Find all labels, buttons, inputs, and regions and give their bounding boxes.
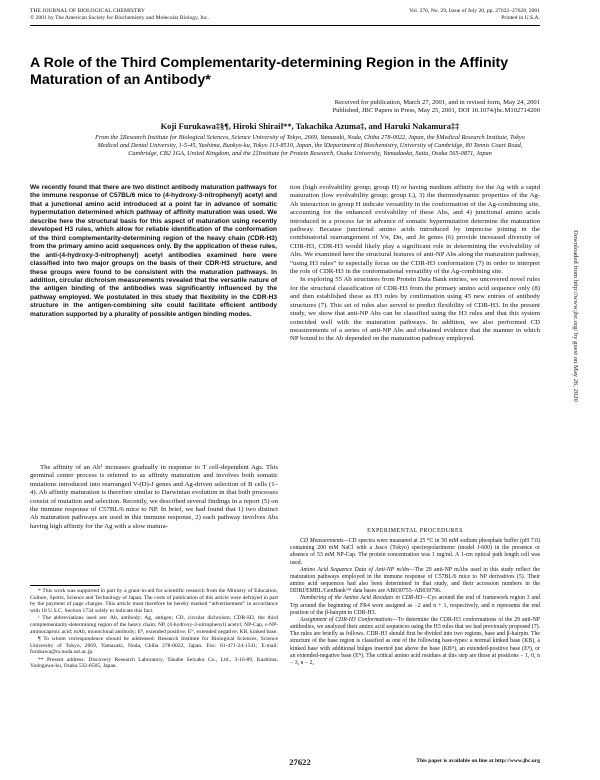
journal-name: THE JOURNAL OF BIOLOGICAL CHEMISTRY xyxy=(30,8,145,14)
header-right xyxy=(409,8,540,22)
footnotes xyxy=(30,588,278,670)
methods-text: To determine the CDR-H3 conformations of the 29 anti-NP antibodies, we analyzed their amino acid sequences using the H3 rules that we had previously proposed (7). The rules are briefly as follows. CDR-H3 should first be divided into two regions, base and β-hairpin. The structure of the base region is classified as one of the following base-types: a normal kinked base (KB), a kinked base with additional bulges inserted just above the base (KBᴬ), an extended-positive base (Eᴮ), or an extended-negative base (Eᴺ). The critical amino acid residues at this step are those at positions − 1, 0, n − 3, n − 2, xyxy=(290,616,541,666)
online-availability-note: This paper is available on line at http://www.jbc.org xyxy=(416,758,540,764)
download-watermark xyxy=(568,230,582,650)
methods-section xyxy=(290,523,540,667)
methods-paragraph xyxy=(290,595,540,616)
download-note[interactable]: Downloaded from http://www.jbc.org/ by guest on May 26, 2020 xyxy=(572,230,579,402)
received-line: Received for publication, March 27, 2001, and in revised form, May 24, 2001 xyxy=(334,99,540,106)
methods-text: Cys around the end of framework region 3 and Trp around the beginning of FR4 were assigned as −2 and n + 1, respectively, and n represents the end position of the β-hairpin in CDR-H3. xyxy=(290,595,541,616)
methods-paragraph xyxy=(290,538,540,567)
header-left xyxy=(30,8,209,22)
methods-paragraph xyxy=(290,617,540,667)
volume-line: Vol. 276, No. 29, Issue of July 20, pp. 27622–27628, 2001 xyxy=(409,8,540,14)
header-rule xyxy=(30,25,540,26)
page-number: 27622 xyxy=(289,757,311,767)
methods-subheading: Assignment of CDR-H3 Conformations— xyxy=(300,616,398,623)
intro-paragraph: The affinity of an Ab¹ increases gradually in response to T cell-dependent Ags. This germinal center process is referred to as affinity maturation and involves both somatic mutations introduced into rearranged V-(D)-J genes and Ag-driven selection of B cells (1–4). Ab affinity maturation is therefore similar to Darwinian evolution in that both processes consist of mutation and selection. Recently, we described several findings in a report (5) on the immune response of C57BL/6 mice to NP. In brief, we had found that 1) two distinct Ab maturation pathways are used in this immune response, 2) each pathway involves Abs having high affinity for the Ag with a slow matura- xyxy=(30,464,278,530)
paper-title: A Role of the Third Complementarity-determining Region in the Affinity Maturation of an Antibody* xyxy=(30,55,509,88)
abstract: We recently found that there are two distinct antibody maturation pathways for the immune response of C57BL/6 mice to (4-hydroxy-3-nitrophenyl) acetyl and that a junctional amino acid introduced at a point far in advance of somatic hypermutation determined which pathway of affinity maturation was used. We describe here the structural basis for this aspect of maturation using recently developed H3 rules, which allow for reliable identification of the conformation of the third complementarity-determining region of the heavy chain (CDR-H3) from the primary amino acid sequences only. By the application of these rules, the anti-(4-hydroxy-3-nitrophenyl) acetyl antibodies examined here were classified into two major groups on the basis of their CDR-H3 structure, and these groups were found to be consistent with the maturation pathways. In addition, circular dichroism measurements revealed that the versatile nature of the antigen binding of the antibodies was significantly influenced by the pathway employed. We postulated in this study that flexibility in the CDR-H3 structure in the antigen-combining site could facilitate efficient antibody maturation supported by a plurality of possible antigen binding modes. xyxy=(30,184,277,318)
methods-subheading: Amino Acid Sequence Data of Anti-NP mAbs— xyxy=(300,566,415,573)
published-line: Published, JBC Papers in Press, May 25, 2001, DOI 10.1074/jbc.M102714200 xyxy=(332,107,540,115)
publication-dates xyxy=(160,99,540,116)
footnote-rule xyxy=(30,585,100,586)
methods-paragraph xyxy=(290,567,540,596)
methods-text: CD spectra were measured at 25 °C in 50 mM sodium phosphate buffer (pH 7.0) containing 200 mM NaCl with a Jasco (Tokyo) spectropolarimeter (model J-600) in the presence or absence of 53 mM NP-Cap. The protein concentration was 1 mg/ml. A 1-cm optical path length cell was used. xyxy=(290,538,541,566)
footnote-funding: * This work was supported in part by a grant-in-aid for scientific research from the Ministry of Education, Culture, Sports, Science and Technology of Japan. The costs of publication of this article were defrayed in part by the payment of page charges. This article must therefore be hereby marked “advertisement” in accordance with 18 U.S.C. Section 1734 solely to indicate this fact. xyxy=(30,588,278,615)
section-heading: EXPERIMENTAL PROCEDURES xyxy=(367,528,463,534)
author-list: Koji Furukawa‡§¶, Hiroki Shirai‖**, Takachika Azuma‡, and Haruki Nakamura‡‡ xyxy=(160,122,460,131)
intro-paragraph-2: In exploring 55 Ab structures from Protein Data Bank entries, we uncovered novel rules for the structural classification of CDR-H3 from the primary amino acid sequence only (8) and then established these as H3 rules by confirmation using 45 new entries of antibody structures (7). This set of rules also served to predict flexibility of CDR-H3. In the present study, we show that anti-NP Abs can be classified using the H3 rules and that this system coincided well with the maturation pathways. In addition, we also performed CD measurements of a series of anti-NP Abs and obtained evidence that the manner in which NP bound to the Ab depended on the maturation pathway employed. xyxy=(290,276,540,343)
printed-line: Printed in U.S.A. xyxy=(501,15,540,21)
footnote-present-address: ** Present address: Discovery Research Laboratory, Tanabe Seiyaku Co., Ltd., 3-16-89, Kashima, Yodogawa-ku, Osaka 532-8505, Japan. xyxy=(30,656,278,670)
methods-subheading: CD Measurements— xyxy=(300,538,349,545)
intro-left-column xyxy=(30,464,278,531)
affiliations: From the ‡Research Institute for Biological Sciences, Science University of Tokyo, 2669, Yamazaki, Noda, Chiba 278-0022, Japan, the §Medical Research Institute, Tokyo Medical and Dental University, 1-5-45, Yushima, Bunkyo-ku, Tokyo 113-8510, Japan, the ‖Department of Biochemistry, University of Cambridge, 80 Tennis Court Road, Cambridge, CB2 1GA, United Kingdom, and the ‡‡Institute for Protein Research, Osaka University, Yamadaoka, Suita, Osaka 565-0871, Japan xyxy=(95,134,525,158)
intro-right-column xyxy=(290,184,540,344)
footnote-abbreviations: ¹ The abbreviations used are: Ab, antibody; Ag, antigen; CD, circular dichroism; CDR-H3, the third complementarity-determining region of the heavy chain; NP, (4-hydroxy-3-nitrophenyl) acetyl; NP-Cap, ε-NP-aminocaproic acid; mAb, monoclonal antibody; Eᴮ, extended positive; Eᴺ, extended negative; KB, kinked base. xyxy=(30,615,278,635)
methods-text: The 29 anti-NP mAbs used in this study reflect the maturation pathways employed in the immune response of C57BL/6 mice to NP derivatives (5). Their amino acid sequences had also been determined in that study, and their accession numbers in the DDBJ/EMBL/GenBank™ data bases are AB030755–AB030796. xyxy=(290,566,540,595)
copyright-line: © 2001 by The American Society for Biochemistry and Molecular Biology, Inc. xyxy=(30,15,209,21)
methods-subheading: Numbering of the Amino Acid Residues in CDR-H3— xyxy=(300,595,428,602)
footnote-correspondence: ¶ To whom correspondence should be addressed: Research Institute for Biological Sciences, Science University of Tokyo, 2669, Yamazaki, Noda, Chiba 278-0022, Japan. Fax: 81-471-24-1541; E-mail: furukawa@rs.noda.sut.ac.jp. xyxy=(30,635,278,656)
intro-paragraph-continued: tion (high evolvability group; group H) or having medium affinity for the Ag with a rapid maturation (low evolvability group; group L), 3) the thermodynamic properties of the Ag-Ab interaction in group H indicate versatility in the conformation of the Ag-combining site, accounting for the enhanced evolvability of these Abs, and 4) junctional amino acids introduced in a process far in advance of somatic hypermutation determine the maturation pathway. Because junctional amino acids introduced by imprecise joining in the combinatorial rearrangement of Vн, Dн, and Jн genes (6) provide increased diversity of CDR-H3, CDR-H3 would likely play a significant role in determining the evolvability of Abs. We examined here the structural features of anti-NP Abs along the maturation pathway, “using H3 rules” to especially focus on the CDR-H3 conformation (7) in order to interpret the role of CDR-H3 in the conformational versatility of the Ag-combining site. xyxy=(290,184,540,276)
